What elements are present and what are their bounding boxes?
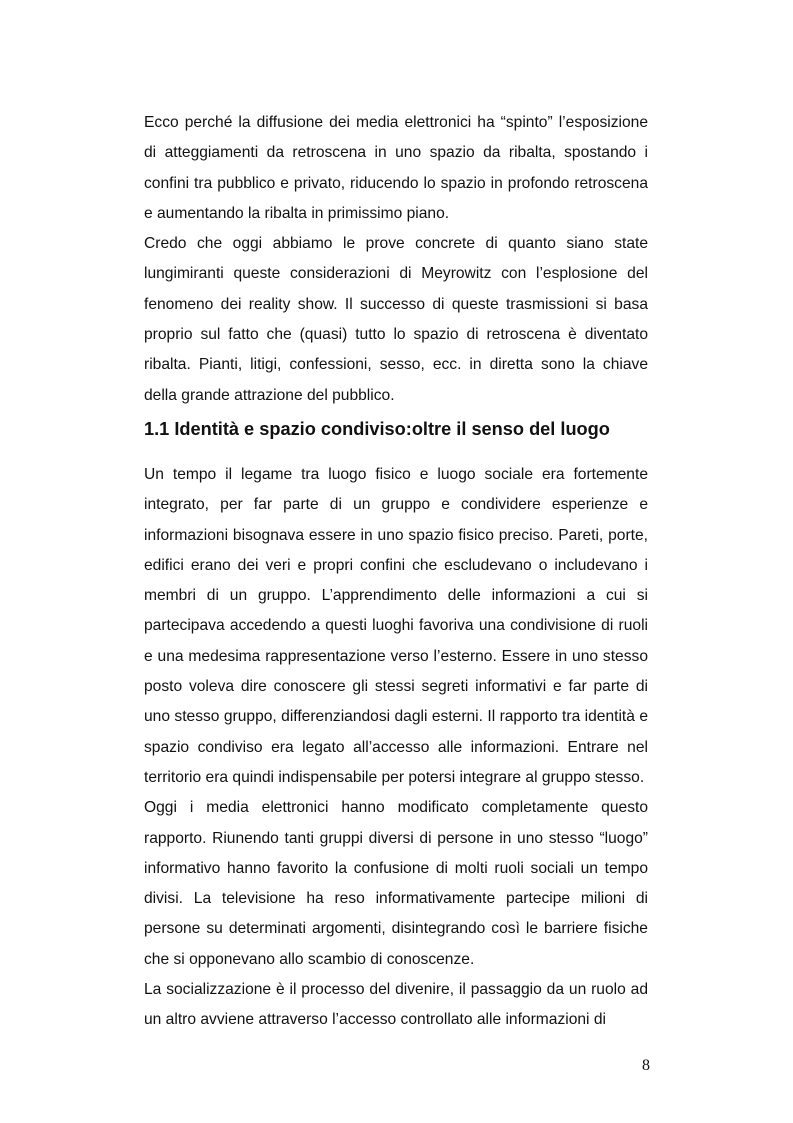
paragraph: Un tempo il legame tra luogo fisico e luogo sociale era fortemente integrato, per far parte di un gruppo e condividere esperienze e informazioni bisognava essere in uno spazio fisico preciso. Pareti, porte, edifici erano dei veri e propri confini che escludevano o includevano i membri di un gruppo. L’apprendimento delle informazioni a cui si partecipava accedendo a questi luoghi favoriva una condivisione di ruoli e una medesima rappresentazione verso l’esterno. Essere in uno stesso posto voleva dire conoscere gli stessi segreti informativi e far parte di uno stesso gruppo, differenziandosi dagli esterni. Il rapporto tra identità e spazio condiviso era legato all’accesso alle informazioni. Entrare nel territorio era quindi indispensabile per potersi integrare al gruppo stesso. (144, 466, 648, 786)
paragraph: Credo che oggi abbiamo le prove concrete di quanto siano state lungimiranti queste considerazioni di Meyrowitz con l’esplosione del fenomeno dei reality show. Il successo di queste trasmissioni si basa proprio sul fatto che (quasi) tutto lo spazio di retroscena è diventato ribalta. Pianti, litigi, confessioni, sesso, ecc. in diretta sono la chiave della grande attrazione del pubblico. (144, 235, 648, 404)
section-heading: 1.1 Identità e spazio condiviso:oltre il senso del luogo (144, 419, 610, 439)
paragraph: Oggi i media elettronici hanno modificato completamente questo rapporto. Riunendo tanti gruppi diversi di persone in uno stesso “luogo” informativo hanno favorito la confusione di molti ruoli sociali un tempo divisi. La televisione ha reso informativamente partecipe milioni di persone su determinati argomenti, disintegrando così le barriere fisiche che si opponevano allo scambio di conoscenze. (144, 799, 648, 968)
paragraph: Ecco perché la diffusione dei media elettronici ha “spinto” l’esposizione di atteggiamenti da retroscena in uno spazio da ribalta, spostando i confini tra pubblico e privato, riducendo lo spazio in profondo retroscena e aumentando la ribalta in primissimo piano. (144, 114, 648, 222)
paragraph: La socializzazione è il processo del divenire, il passaggio da un ruolo ad un altro avviene attraverso l’accesso controllato alle informazioni di (144, 981, 648, 1029)
intro-text-block (144, 108, 648, 411)
page-number: 8 (642, 1057, 650, 1074)
section-text-block (144, 460, 648, 1036)
